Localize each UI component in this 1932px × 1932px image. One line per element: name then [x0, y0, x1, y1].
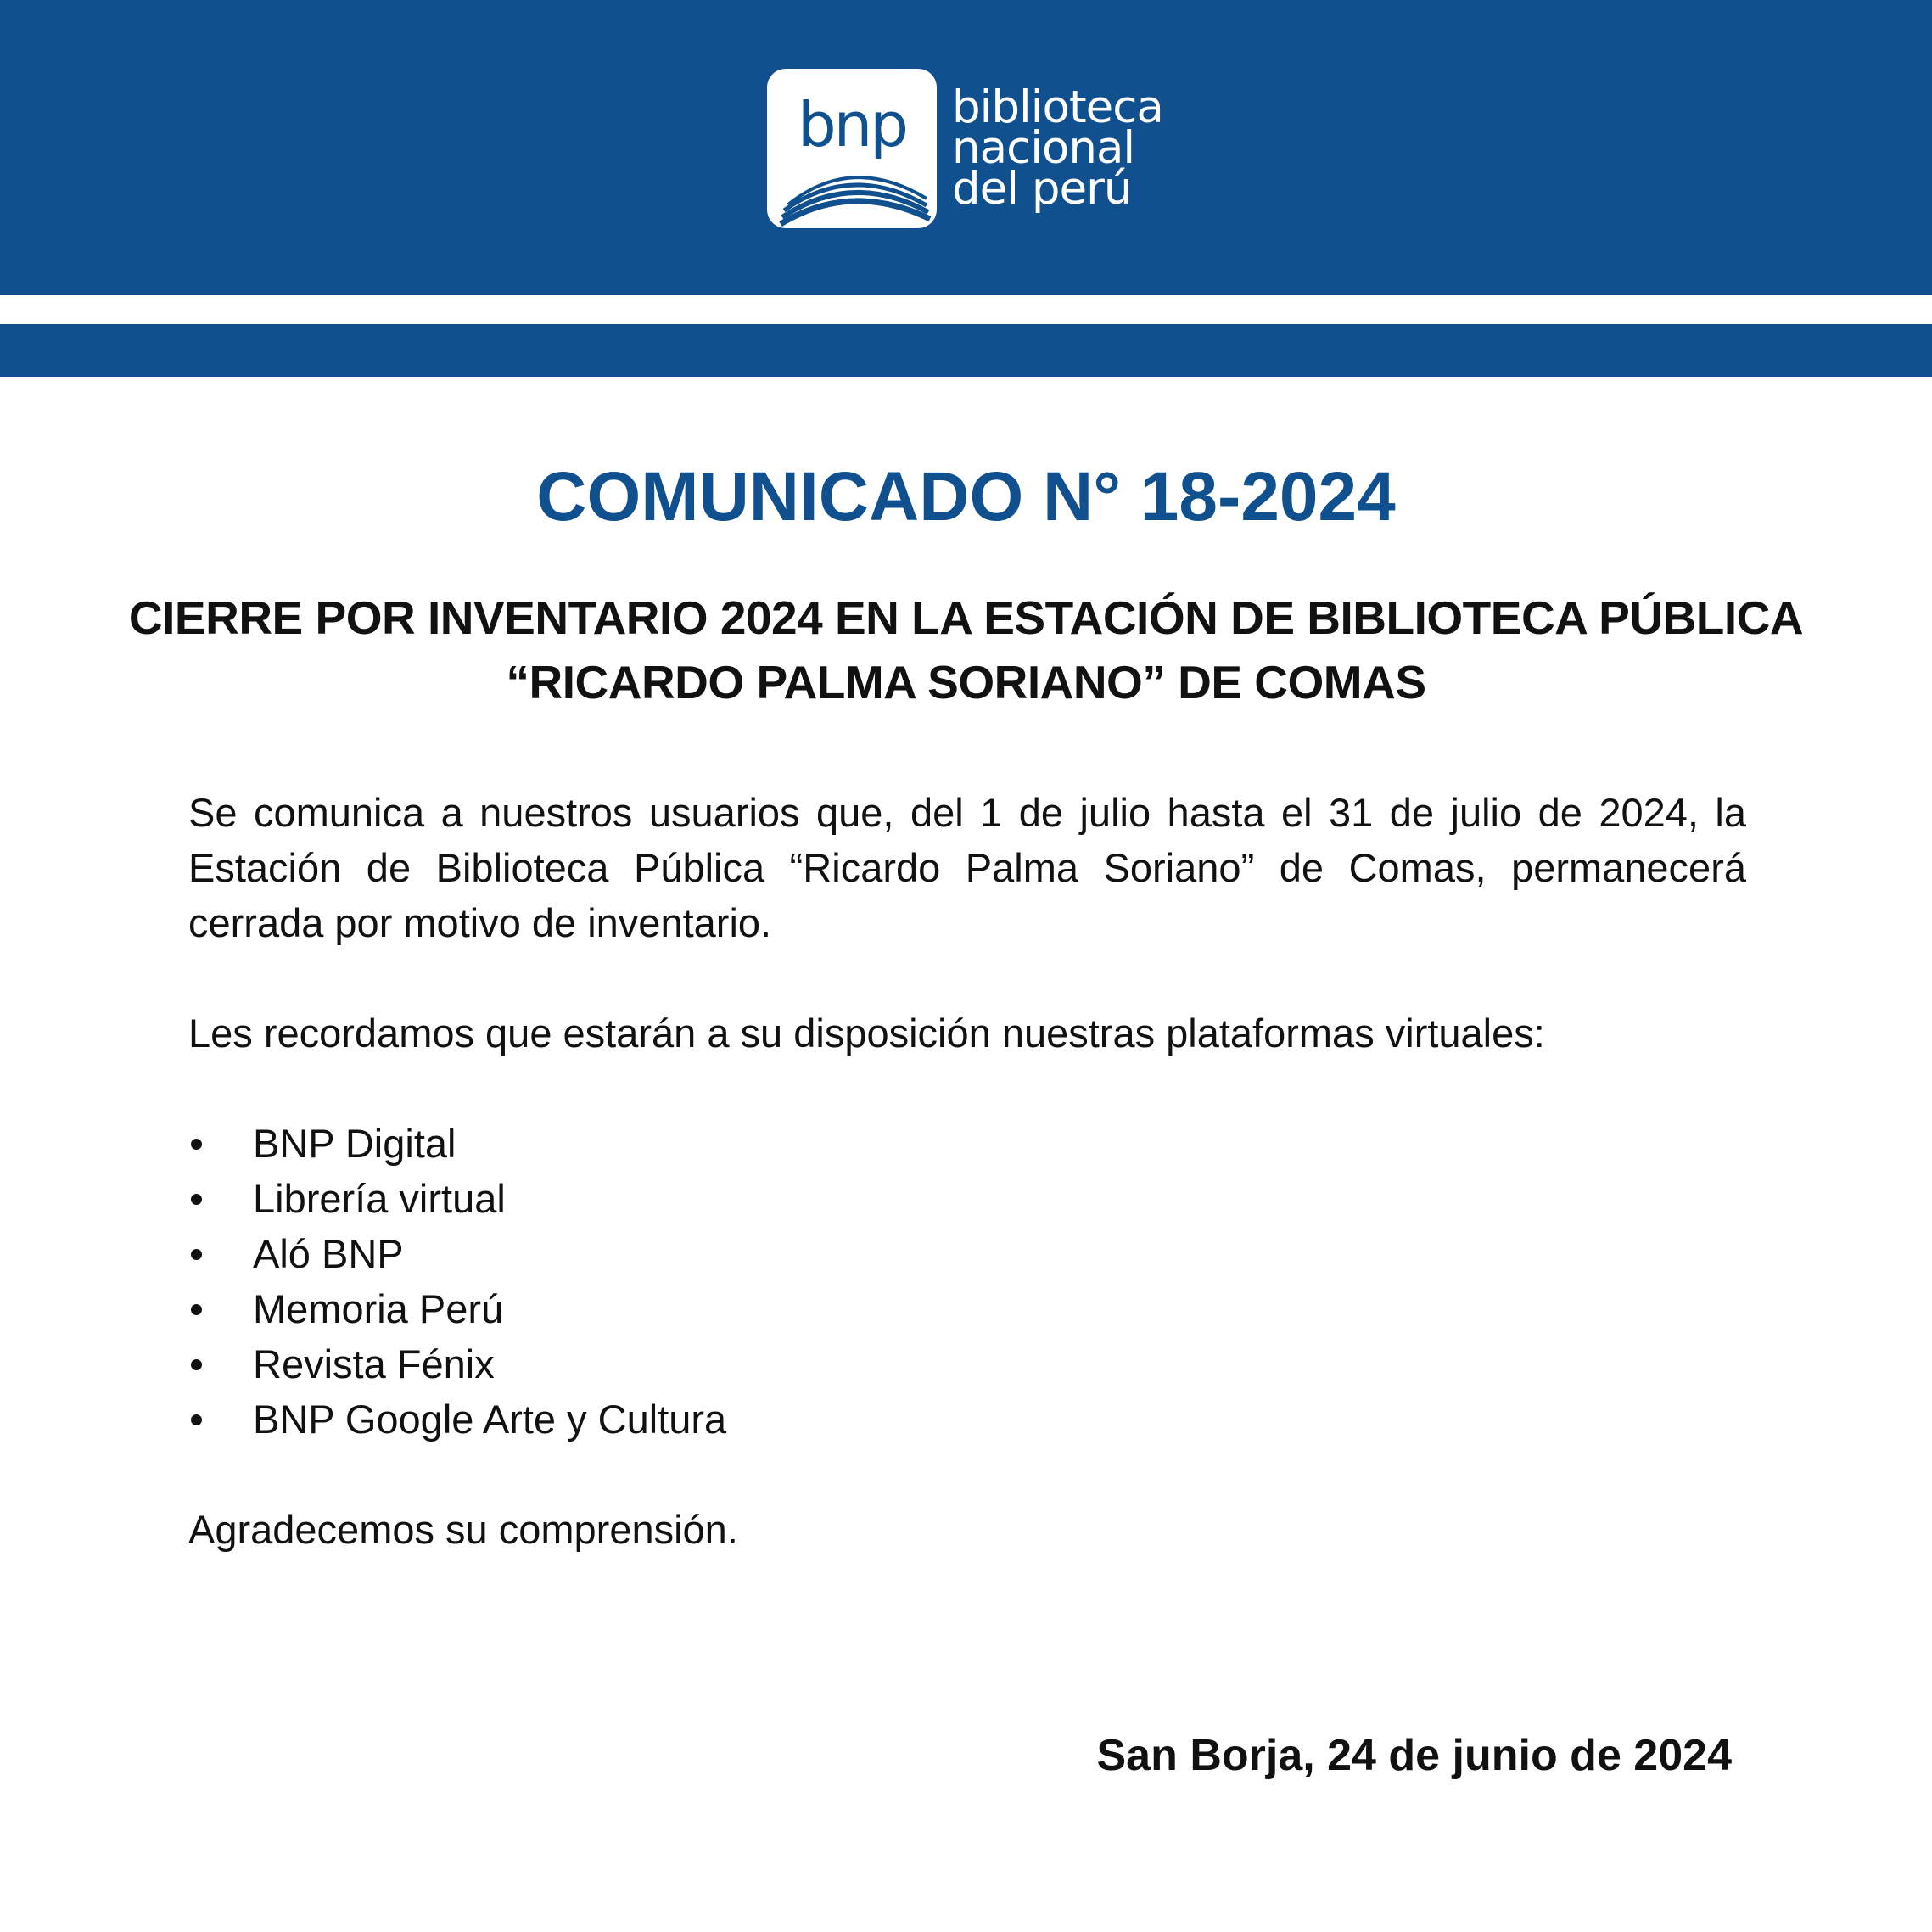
- list-item: [188, 1116, 1746, 1171]
- platform-label: Librería virtual: [253, 1176, 506, 1221]
- platform-label: Memoria Perú: [253, 1286, 504, 1331]
- bullet-icon: [191, 1414, 202, 1425]
- header-banner: [0, 0, 1932, 295]
- bullet-icon: [191, 1304, 202, 1315]
- bullet-icon: [191, 1249, 202, 1260]
- list-item: [188, 1392, 1746, 1447]
- header-stripe: [0, 324, 1932, 377]
- signature-date: San Borja, 24 de junio de 2024: [1096, 1731, 1732, 1780]
- bnp-logo: [767, 68, 1163, 229]
- bullet-icon: [191, 1139, 202, 1150]
- notice-paragraph: Se comunica a nuestros usuarios que, del 1 de julio hasta el 31 de julio de 2024, la Estación de Biblioteca Pública “Ricardo Palma Soriano” de Comas, permanecerá cerrada por motivo de inventario.: [188, 790, 1746, 945]
- list-item: [188, 1226, 1746, 1281]
- document-body: [188, 785, 1746, 1557]
- logo-badge: [767, 69, 937, 228]
- platform-label: Aló BNP: [253, 1231, 404, 1276]
- bullet-icon: [191, 1359, 202, 1370]
- reminder-paragraph: Les recordamos que estarán a su disposición nuestras plataformas virtuales:: [188, 1011, 1545, 1056]
- list-item: [188, 1281, 1746, 1336]
- document-subtitle: CIERRE POR INVENTARIO 2024 EN LA ESTACIÓN DE BIBLIOTECA PÚBLICA “RICARDO PALMA SORIANO” DE COMAS: [128, 591, 1804, 708]
- list-item: [188, 1336, 1746, 1392]
- closing-paragraph: Agradecemos su comprensión.: [188, 1507, 738, 1552]
- logo-mark-text: bnp: [797, 89, 907, 160]
- bullet-icon: [191, 1194, 202, 1205]
- list-item: [188, 1171, 1746, 1226]
- logo-line-2: nacional: [952, 122, 1135, 174]
- page-title: COMUNICADO N° 18-2024: [536, 458, 1396, 535]
- platform-label: Revista Fénix: [253, 1341, 495, 1386]
- logo-wordmark: [952, 81, 1163, 215]
- book-arcs-icon: [767, 158, 937, 228]
- platforms-list: [188, 1116, 1746, 1447]
- platform-label: BNP Digital: [253, 1121, 456, 1166]
- logo-line-3: del perú: [952, 163, 1132, 215]
- logo-line-1: biblioteca: [952, 81, 1163, 133]
- platform-label: BNP Google Arte y Cultura: [253, 1397, 727, 1442]
